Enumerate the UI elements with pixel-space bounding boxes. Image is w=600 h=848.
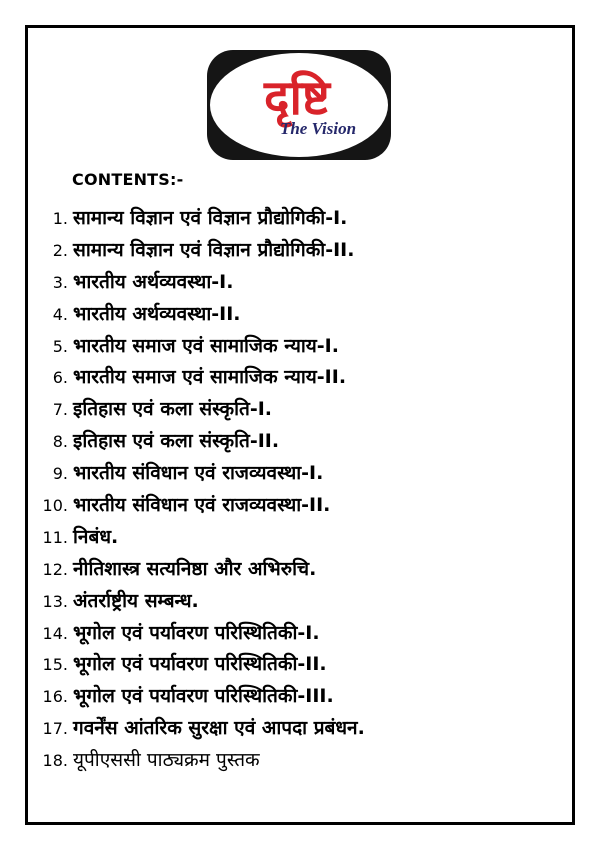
contents-item — [0, 649, 600, 681]
item-title: भूगोल एवं पर्यावरण परिस्थितिकी-II. — [73, 653, 327, 676]
item-number: 2. — [52, 240, 68, 260]
contents-heading: CONTENTS:- — [72, 170, 184, 189]
contents-item — [0, 267, 600, 299]
item-title: भारतीय समाज एवं सामाजिक न्याय-I. — [73, 334, 339, 357]
contents-item — [0, 713, 600, 745]
item-number: 4. — [52, 304, 68, 324]
item-title: सामान्य विज्ञान एवं विज्ञान प्रौद्योगिकी-II. — [73, 238, 355, 261]
item-title: इतिहास एवं कला संस्कृति-I. — [73, 398, 272, 421]
item-title: भारतीय संविधान एवं राजव्यवस्था-II. — [73, 494, 331, 517]
item-number: 13. — [42, 591, 68, 611]
item-number: 9. — [52, 464, 68, 484]
item-number: 1. — [52, 209, 68, 228]
item-title: इतिहास एवं कला संस्कृति-II. — [73, 430, 280, 453]
contents-item — [0, 235, 600, 267]
item-number: 18. — [42, 751, 68, 771]
contents-item — [0, 331, 600, 363]
item-number: 17. — [42, 719, 68, 739]
item-number: 5. — [52, 336, 68, 356]
item-title: सामान्य विज्ञान एवं विज्ञान प्रौद्योगिकी-I. — [73, 207, 348, 229]
item-number: 7. — [52, 400, 68, 420]
item-number: 6. — [52, 368, 68, 388]
contents-item — [0, 522, 600, 554]
contents-item — [0, 745, 600, 777]
item-title: गवर्नेंस आंतरिक सुरक्षा एवं आपदा प्रबंधन. — [73, 717, 365, 740]
logo-english-text: The Vision — [279, 119, 357, 138]
drishti-logo — [205, 48, 393, 162]
item-number: 3. — [52, 272, 68, 292]
item-number: 14. — [42, 623, 68, 643]
item-title: अंतर्राष्ट्रीय सम्बन्ध. — [73, 589, 199, 612]
item-title: भारतीय संविधान एवं राजव्यवस्था-I. — [73, 462, 324, 485]
item-title: यूपीएससी पाठ्यक्रम पुस्तक — [73, 749, 260, 772]
contents-item — [0, 203, 600, 235]
item-title: भारतीय अर्थव्यवस्था-I. — [73, 270, 234, 293]
item-title: नीतिशास्त्र सत्यनिष्ठा और अभिरुचि. — [73, 557, 317, 580]
contents-list — [0, 203, 600, 777]
contents-item — [0, 362, 600, 394]
item-title: भूगोल एवं पर्यावरण परिस्थितिकी-III. — [73, 685, 334, 708]
logo-hindi-text: दृष्टि — [264, 70, 330, 126]
contents-item — [0, 490, 600, 522]
item-number: 15. — [42, 655, 68, 675]
item-number: 12. — [42, 559, 68, 579]
item-number: 10. — [42, 496, 68, 516]
contents-item — [0, 681, 600, 713]
contents-item — [0, 586, 600, 618]
item-title: निबंध. — [73, 525, 119, 548]
contents-item — [0, 394, 600, 426]
contents-item — [0, 299, 600, 331]
item-title: भूगोल एवं पर्यावरण परिस्थितिकी-I. — [73, 621, 320, 644]
contents-item — [0, 426, 600, 458]
item-number: 16. — [42, 687, 68, 707]
contents-item — [0, 554, 600, 586]
item-title: भारतीय अर्थव्यवस्था-II. — [73, 302, 241, 325]
item-number: 11. — [42, 527, 68, 547]
item-number: 8. — [52, 432, 68, 452]
item-title: भारतीय समाज एवं सामाजिक न्याय-II. — [73, 366, 347, 389]
contents-item — [0, 458, 600, 490]
contents-item — [0, 618, 600, 650]
